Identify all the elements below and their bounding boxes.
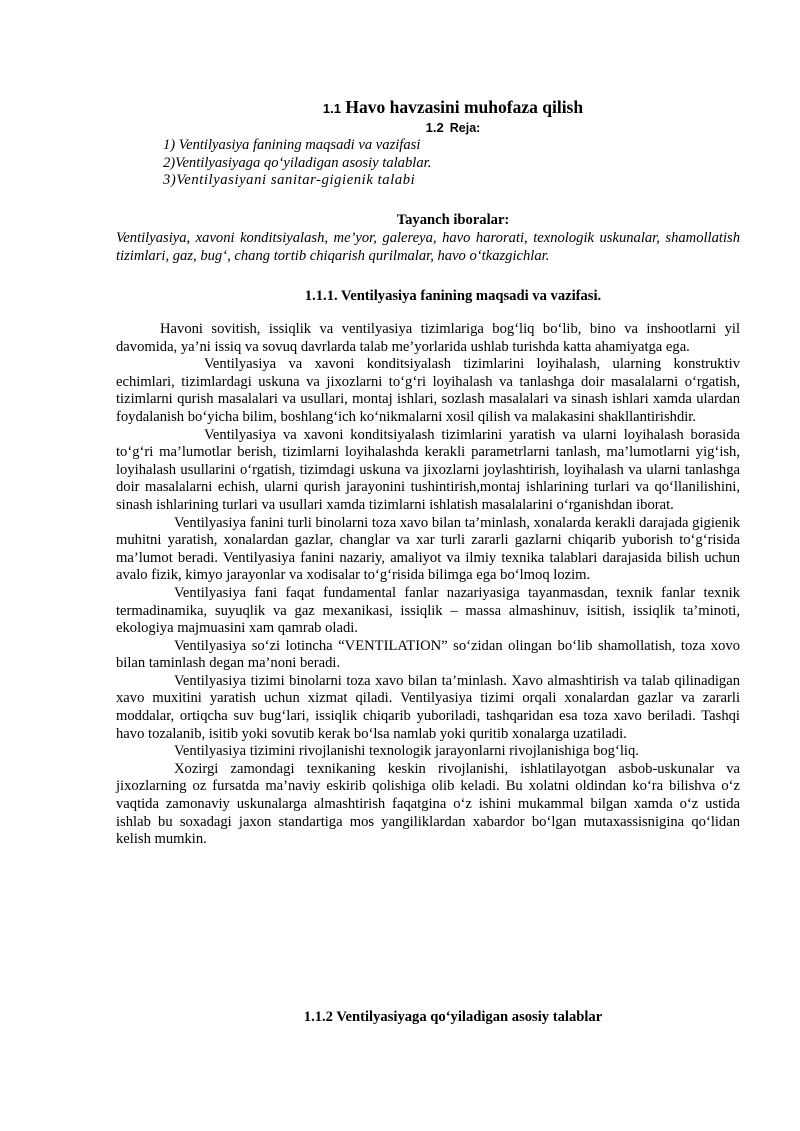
paragraph: Ventilyasiya tizimini rivojlanishi texnologik jarayonlarni rivojlanishiga bog‘liq. [174, 743, 639, 760]
section-heading: 1.1.1. Ventilyasiya fanining maqsadi va vazifasi. [304, 288, 602, 304]
plan-item: 1) Ventilyasiya fanining maqsadi va vazifasi [163, 137, 421, 153]
plan-heading [0, 120, 800, 136]
paragraph: Ventilyasiya va xavoni konditsiyalash tizimlarini loyihalash, ularning konstruktiv echimlari, tizimlardagi uskuna va jixozlarni to‘g‘ri loyihalash va tanlashga doir masalalarni o‘rgatish, tizimlarni qurish masalalari va usullari, montaj ishlari, sozlash masalalari va sinash ishlari xamda ulardan foydalanish bo‘yicha bilim, boshlang‘ich ko‘nikmalarni xosil qilish va malakasini shakllantirishdir. [116, 356, 740, 425]
paragraph: Ventilyasiya fani faqat fundamental fanlar nazariyasiga tayanmasdan, texnik fanlar texnik termadinamika, suyuqlik va gaz mexanikasi, issiqlik – massa almashinuv, isitish, issiqlik ta’minoti, ekologiya majmuasini xam qamrab oladi. [116, 584, 740, 637]
page-title [0, 96, 800, 120]
keywords-heading: Tayanch iboralar: [396, 212, 510, 228]
plan-list [163, 137, 431, 190]
body-text [116, 321, 740, 849]
plan-number: 1.2 [425, 120, 444, 135]
paragraph: Ventilyasiya va xavoni konditsiyalash tizimlarini yaratish va ularni loyihalash borasida to‘g‘ri ma’lumotlar berish, tizimlarni loyihalashda kerakli parametrlarni tanlash, ma’lumotlarni yig‘ish, loyihalash usullarini o‘rgatish, tizimdagi uskuna va jixozlarni joylashtirish, loyihalash va ularni tanlashga doir masalalarni echish, ularni qurish jarayonini tushintirish,montaj ishlarining turlari va qo‘llanilishini, sinash ishlarining turlari va usullari xamda tizimlarni ishlatish masalalarini o‘rganishdan iborat. [116, 426, 740, 513]
title-text: Havo havzasini muhofaza qilish [345, 97, 584, 117]
plan-label: Reja: [449, 121, 481, 135]
section-heading: 1.1.2 Ventilyasiyaga qo‘yiladigan asosiy talablar [303, 1009, 603, 1025]
paragraph: Ventilyasiya tizimi binolarni toza xavo bilan ta’minlash. Xavo almashtirish va talab qilinadigan xavo muxitini yaratish uchun xizmat qiladi. Ventilyasiya tizimi orqali xonalardan gazlar va zararli moddalar, ortiqcha suv bug‘lari, issiqlik chiqarib yuboriladi, tashqaridan esa toza xavo beriladi. Tashqi havo tozalanib, isitib yoki sovutib kerak bo‘lsa namlab yoki quritib xonalarga uzatiladi. [116, 672, 740, 742]
plan-item: 3)Ventilyasiyani sanitar-gigienik talabi [163, 172, 416, 188]
paragraph: Havoni sovitish, issiqlik va ventilyasiya tizimlariga bog‘liq bo‘lib, bino va inshootlarni yil davomida, ya’ni issiq va sovuq davrlarda talab me’yorlarida ushlab turishda katta ahamiyatga ega. [116, 321, 740, 355]
title-number: 1.1 [322, 101, 341, 116]
paragraph: Ventilyasiya fanini turli binolarni toza xavo bilan ta’minlash, xonalarda kerakli darajada gigienik muhitni yaratish, xonalardan gazlar, changlar va xar turli zararli gazlarni chiqarib yuborish to‘g‘risida ma’lumot beradi. Ventilyasiya fanini nazariy, amaliyot va ilmiy texnika talablari darajasida bilish uchun avalo fizik, kimyo jarayonlar va xodisalar to‘g‘risida bilimga ega bo‘lmoq lozim. [116, 514, 740, 584]
keywords-text: Ventilyasiya, xavoni konditsiyalash, me’yor, galereya, havo harorati, texnologik uskunalar, shamollatish tizimlari, gaz, bug‘, chang tortib chiqarish qurilmalar, havo o‘tkazgichlar. [116, 230, 740, 264]
plan-item: 2)Ventilyasiyaga qo‘yiladigan asosiy talablar. [163, 154, 432, 171]
paragraph: Ventilyasiya so‘zi lotincha “VENTILATION” so‘zidan olingan bo‘lib shamollatish, toza xovo bilan taminlash degan ma’noni beradi. [116, 637, 740, 672]
paragraph: Xozirgi zamondagi texnikaning keskin rivojlanishi, ishlatilayotgan asbob-uskunalar va jixozlarning oz fursatda ma’naviy eskirib qolishiga olib keladi. Bu xolatni oldindan ko‘ra bilishva o‘z vaqtida zamonaviy uskunalarga almashtirish faqatgina o‘z ishini mukammal bilgan xamda o‘z ustida ishlab bu soxadagi jaxon standartiga mos yangiliklardan xabardor bo‘lgan mutaxassisnigina qo‘lidan kelish mumkin. [116, 760, 740, 848]
